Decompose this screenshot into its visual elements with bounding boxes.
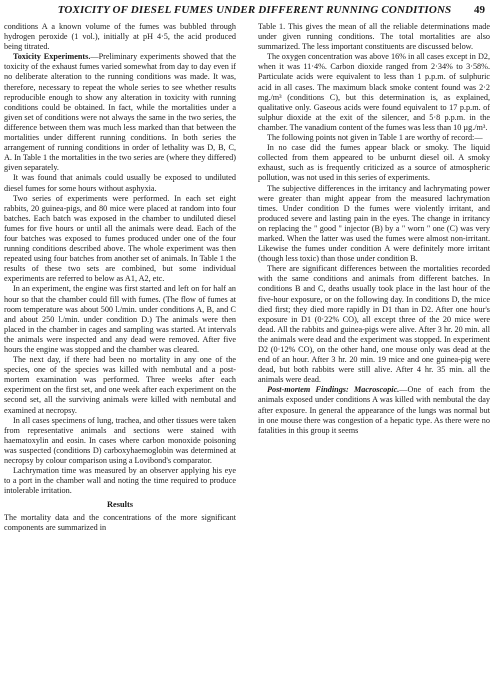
paragraph: The subjective differences in the irritancy and lachrymating power were greater than might appear from the measured lachrymation times. Under condition D the fumes were violently irritant, and produced severe and lasting pain in the eyes. The change in irritancy on replacing the " good " injector (B) by a " worn " one (C) was very marked. When the latter was used the fumes were almost non-irritant. Likewise the fumes under condition A were definitely more irritant (though less toxic) than those under condition B. [258,183,490,264]
right-column [258,22,490,436]
paragraph: In an experiment, the engine was first started and left on for half an hour so that the chamber could fill with fumes. (The flow of fumes at room temperature was about 500 l./min. under conditions A, B, and C and about 250 l./min. under condition D.) The animals were then placed in the chamber in cages and sampling was started. At intervals the animals were inspected and any dead were removed. After five hours the engine was stopped and the chamber was cleared. [4,284,236,354]
paragraph: In all cases specimens of lung, trachea, and other tissues were taken from representative animals and sections were stained with haematoxylin and eosin. In cases where carbon monoxide poisoning was suspected (conditions D) carboxyhaemoglobin was determined at necropsy by colour comparison using a Lovibond's comparator. [4,415,236,466]
paragraph: The mortality data and the concentrations of the more significant components are summarized in [4,512,236,532]
paragraph: conditions A a known volume of the fumes was bubbled through hydrogen peroxide (1 vol.), initially at pH 4·5, the acid produced being titrated. [4,22,236,52]
page-number: 49 [474,4,485,16]
paragraph-text: —Preliminary experiments showed that the toxicity of the exhaust fumes varied somewhat from day to day even if no deliberate alteration to the running conditions was made. It was, therefore, necessary to repeat the whole series to see whether results reproducible enough to show any alteration in toxicity with running conditions could be obtained. In fact, while the mortalities under a given set of conditions were not always the same in the two series, the difference between them was much less marked than that between the mortalities under different running conditions. In both series the arrangement of running conditions in order of lethality was D, B, C, A. In Table 1 the mortalities in the two series are (where they differed) given separately. [4,52,236,173]
paragraph: Two series of experiments were performed. In each set eight rabbits, 20 guinea-pigs, and 80 mice were placed at random into four batches. Each batch was exposed in the chamber to undiluted diesel fumes for five hours or until all the animals were dead. Each of the four batches was exposed to fumes produced under one of the four running conditions described above. The whole experiment was then repeated using four batches from another set of animals. In Table 1 the results of these two sets are combined, but some individual experiments are referred to below as A1, A2, etc. [4,193,236,284]
left-column [4,22,236,533]
paragraph: The following points not given in Table 1 are worthy of record:— [267,133,483,143]
paragraph: Lachrymation time was measured by an observer applying his eye to a port in the chamber wall and noting the time required to produce intolerable irritation. [4,466,236,496]
section-heading-results: Results [106,500,134,510]
running-title: TOXICITY OF DIESEL FUMES UNDER DIFFERENT RUNNING CONDITIONS [57,4,452,16]
post-mortem-paragraph [258,385,490,435]
section-heading-toxicity: Toxicity Experiments. [13,52,91,62]
paragraph: Table 1. This gives the mean of all the reliable determinations made under given running conditions. The total mortalities are also summarized. The less important constituents are discussed below. [258,22,490,52]
paragraph: The next day, if there had been no mortality in any one of the species, one of the species was killed with nembutal and a post-mortem examination was performed. Three weeks after each experiment on the first set, and one week after each experiment on the second set, all the surviving animals were killed with nembutal and examined at necropsy. [4,355,236,415]
paragraph: The oxygen concentration was above 16% in all cases except in D2, when it was 11·4%. Carbon dioxide ranged from 2·34% to 3·58%. Particulate acids were equivalent to less than 1 p.p.m. of sulphuric acid in all cases. The maximum black smoke content found was 2·2 mg./m³ (conditions C), but this determination is, as explained, qualitative only. Gaseous acids were found equivalent to 17 p.p.m. of sulphur dioxide at the exit of the silencer, and 5·8 p.p.m. in the chamber. The vanadium content of the fumes was less than 10 µg./m³. [258,52,490,132]
paragraph: There are significant differences between the mortalities recorded with the same conditions and animals from different batches. In conditions B and C, deaths usually took place in the last hour of the five-hour exposure, or on the following day. In conditions D, the mice died first; they died more rapidly in D1 than in D2. After one hour's exposure in D1 (0·22% CO), all except three of the 20 mice were dead. All the rabbits and guinea-pigs were alive. After 3 hr. 20 min. all the animals were dead and the experiment was stopped. In experiment D2 (0·12% CO), on the other hand, one mouse only was dead at the end of an hour. After 3 hr. 20 min. 19 mice and one guinea-pig were dead, but both rabbits were still alive. After 4 hr. 35 min. all the animals were dead. [258,264,490,385]
paragraph-text: —One of each from the animals exposed under conditions A was killed with nembutal the day after exposure. In general the appearance of the lungs was normal but in one mouse there was congestion of a hepatic type. As there were no fatalities in this group it seems [258,385,490,435]
section-heading-post-mortem: Post-mortem Findings: Macroscopic. [267,385,400,395]
paragraph: It was found that animals could usually be exposed to undiluted diesel fumes for some hours without asphyxia. [4,173,236,193]
running-header [0,4,499,20]
paragraph: In no case did the fumes appear black or smoky. The liquid collected from them appeared to be unburnt diesel oil. A smoky exhaust, such as is frequently criticized as a source of atmospheric pollution, was not used in this series of experiments. [258,143,490,183]
toxicity-experiments-paragraph [4,52,236,173]
